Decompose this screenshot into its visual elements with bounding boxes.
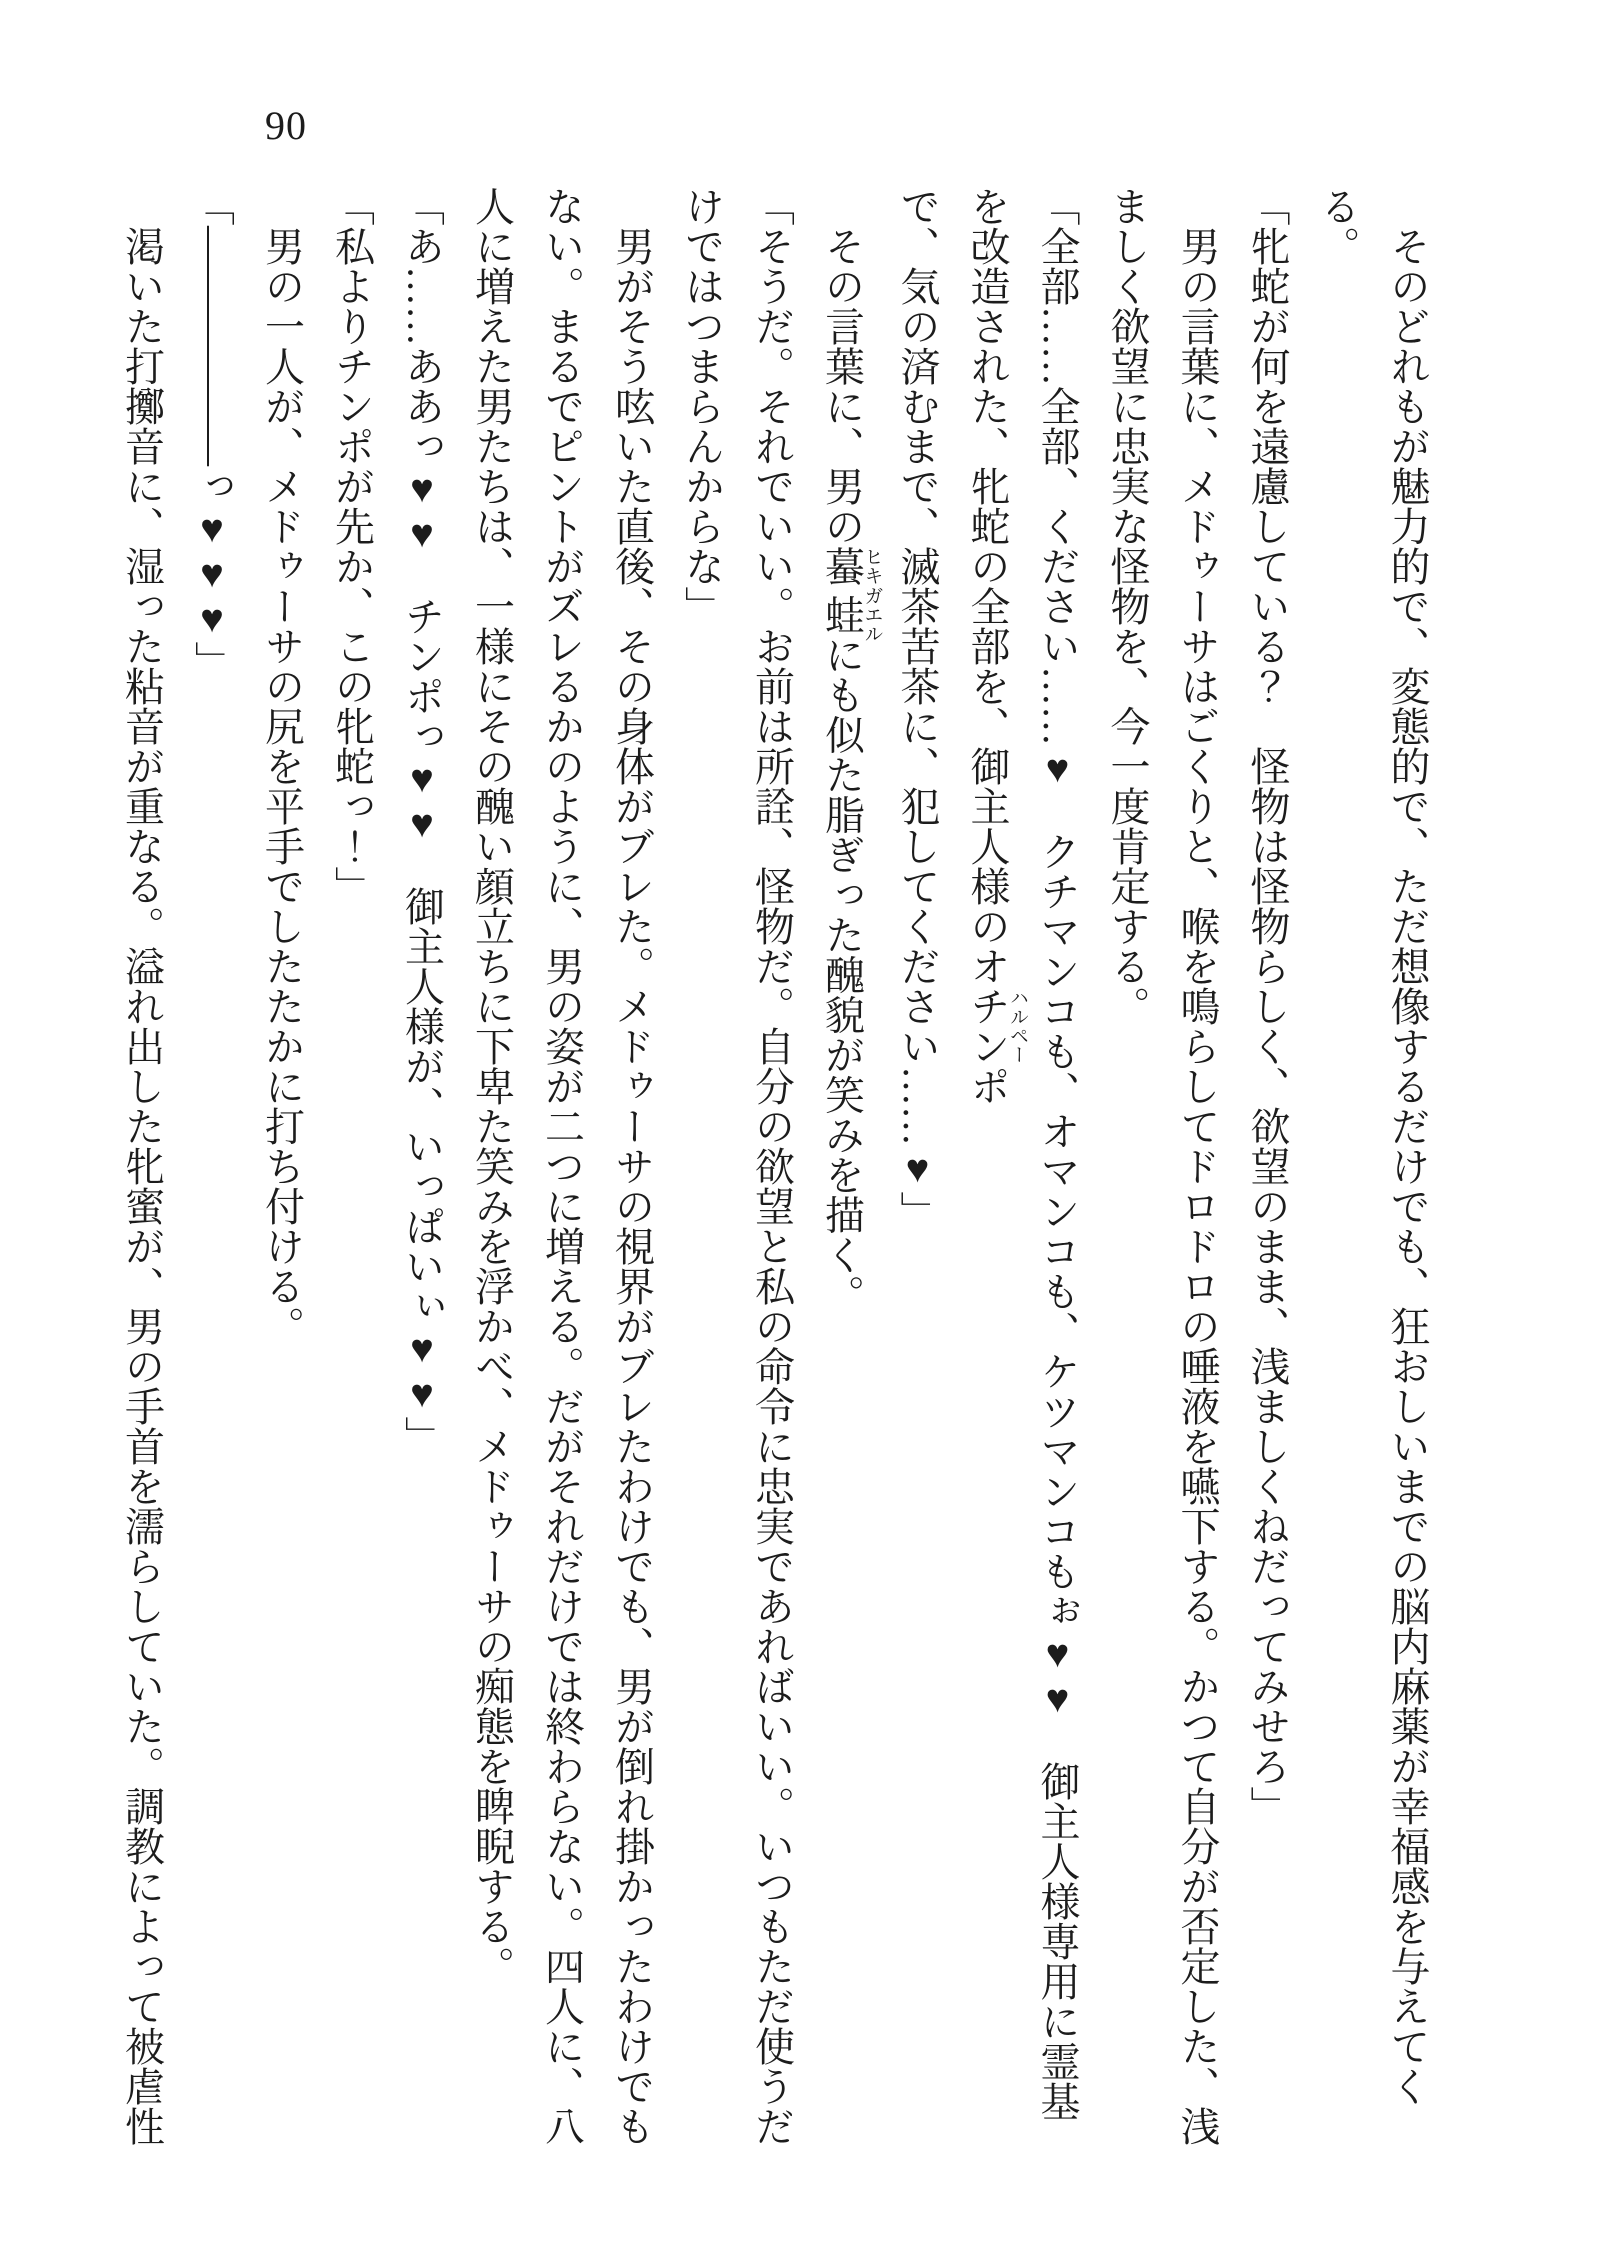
paragraph-p12-narration: 渇いた打擲音に、湿った粘音が重なる。溢れ出した牝蜜が、男の手首を濡らしていた。調教によって被虐性: [119, 186, 165, 2146]
paragraph-p5-narration: その言葉に、男の蟇ヒキ蛙ガエルにも似た脂ぎった醜貌が笑みを描く。: [819, 186, 883, 1315]
paragraph-p3-narration: 男の言葉に、メドゥーサはごくりと、喉を鳴らしてドロドロの唾液を嚥下する。かつて自分が否定した、浅ましく欲望に忠実な怪物を、今一度肯定する。: [1105, 186, 1220, 2146]
ruby-annotated-word: 蛙ガエル: [819, 586, 883, 643]
ruby-annotated-word: 蟇ヒキ: [819, 546, 883, 586]
page-number: 90: [265, 103, 307, 148]
paragraph-p1-narration: そのどれもが魅力的で、変態的で、ただ想像するだけでも、狂おしいまでの脳内麻薬が幸福感を与えてくる。: [1315, 186, 1430, 2106]
furigana: ガエル: [861, 586, 883, 643]
furigana: ヒキ: [861, 546, 883, 586]
paragraph-p6-dialogue: 「そうだ。それでいい。お前は所詮、怪物だ。自分の欲望と私の命令に忠実であればいい。いつもただ使うだけではつまらんからな」: [679, 186, 795, 2146]
paragraph-p11-dialogue: 「――――――っ♥♥♥」: [189, 186, 235, 681]
paragraph-p7-narration: 男がそう呟いた直後、その身体がブレた。メドゥーサの視界がブレたわけでも、男が倒れ掛かったわけでもない。まるでピントがズレるかのように、男の姿が二つに増える。だがそれだけでは終わらない。四人に、八人に増えた男たちは、一様にその醜い顔立ちに下卑た笑みを浮かべ、メドゥーサの痴態を睥睨する。: [469, 186, 655, 2146]
paragraph-p8-dialogue: 「あ……ああっ♥♥ チンポっ♥♥ 御主人様が、いっぱいぃ♥♥」: [399, 186, 445, 1456]
paragraph-p9-dialogue: 「私よりチンポが先か、この牝蛇っ！」: [329, 186, 375, 906]
furigana: ハルペー: [1007, 946, 1028, 1106]
paragraph-p10-narration: 男の一人が、メドゥーサの尻を平手でしたたかに打ち付ける。: [259, 186, 305, 1346]
vertical-text-flow: [107, 186, 1443, 2148]
ruby-annotated-word: オチンポハルペー: [965, 946, 1028, 1106]
paragraph-p2-dialogue: 「牝蛇が何を遠慮している？ 怪物は怪物らしく、欲望のまま、浅ましくねだってみせろ」: [1245, 186, 1290, 1826]
paragraph-p4-dialogue: 「全部……全部、ください……♥ クチマンコも、オマンコも、ケツマンコもぉ♥♥ 御主人様専用に霊基を改造された、牝蛇の全部を、御主人様のオチンポハルペーで、気の済むまで、滅茶苦茶に、犯してください……♥」: [895, 186, 1080, 2121]
